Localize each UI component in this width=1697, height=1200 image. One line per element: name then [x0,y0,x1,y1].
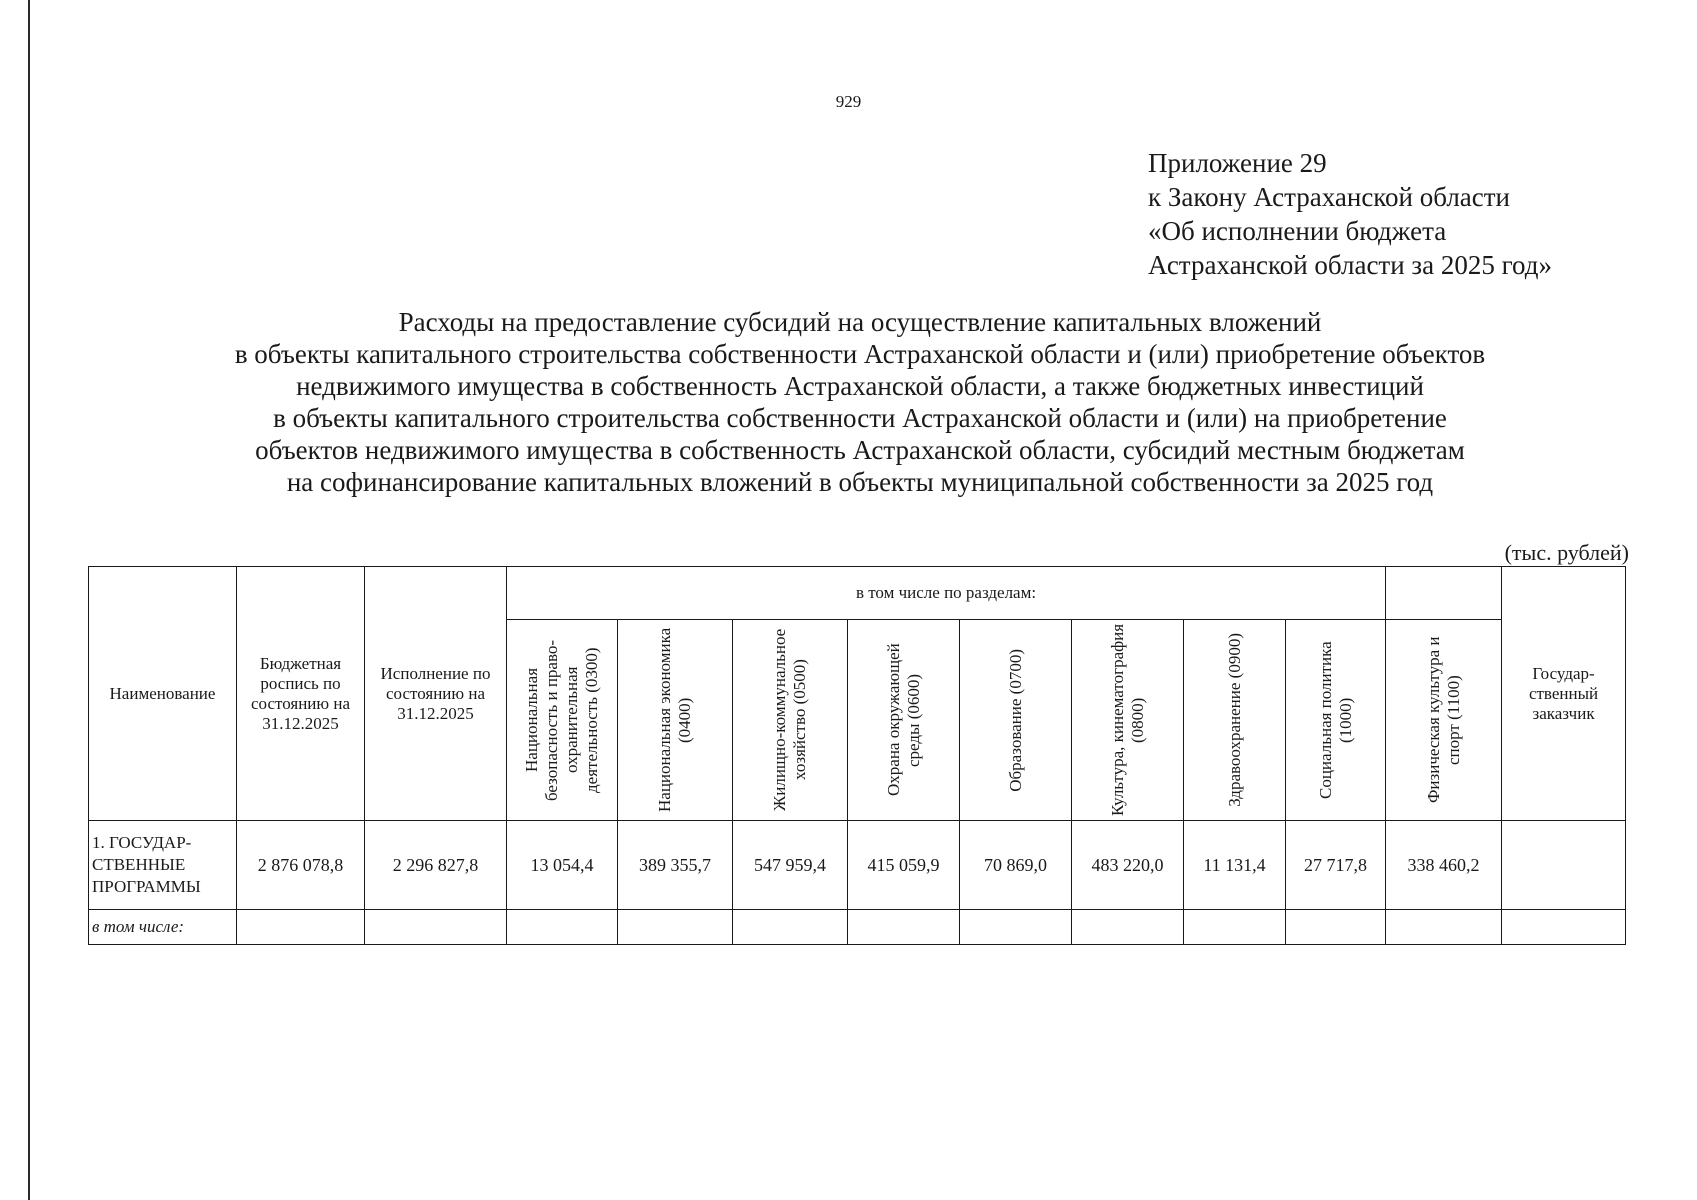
header-section-label: Охрана окружающей среды (0600) [883,643,923,797]
header-budget-plan: Бюджетная роспись по состоянию на 31.12.2025 [237,567,365,821]
header-section-1100 [1386,620,1502,821]
header-section-0700 [960,620,1072,821]
header-execution: Исполнение по состоянию на 31.12.2025 [365,567,507,821]
row-s0800: 483 220,0 [1072,821,1184,910]
header-section-label: Культура, кинематография (0800) [1107,623,1147,817]
row-name: 1. ГОСУДАР-СТВЕННЫЕ ПРОГРАММЫ [89,821,237,910]
empty-cell [1184,910,1286,945]
row-execution: 2 296 827,8 [365,821,507,910]
empty-cell [237,910,365,945]
row-s0500: 547 959,4 [733,821,848,910]
row-s0400: 389 355,7 [618,821,733,910]
empty-cell [1386,910,1502,945]
header-section-0600 [848,620,960,821]
row-s0600: 415 059,9 [848,821,960,910]
appendix-line: «Об исполнении бюджета [1148,216,1447,246]
header-customer: Государ-ственный заказчик [1502,567,1626,821]
budget-table [88,566,1626,945]
appendix-block [1148,146,1552,282]
header-section-label: Физическая культура и спорт (1100) [1423,636,1463,804]
header-name: Наименование [89,567,237,821]
empty-cell [848,910,960,945]
empty-cell [618,910,733,945]
page-number: 929 [835,92,862,111]
table-row [89,821,1626,910]
document-title [140,306,1580,498]
empty-cell [1286,910,1386,945]
title-line: объектов недвижимого имущества в собственность Астраханской области, субсидий местным бюджетам [255,435,1465,465]
header-section-0300 [507,620,618,821]
empty-cell [960,910,1072,945]
row-budget-plan: 2 876 078,8 [237,821,365,910]
header-section-0400 [618,620,733,821]
title-line: в объекты капитального строительства собственности Астраханской области и (или) на приобретение [273,403,1447,433]
empty-cell [365,910,507,945]
row-customer [1502,821,1626,910]
header-section-label: Жилищно-коммунальное хозяйство (0500) [770,628,809,812]
header-group-empty [1386,567,1502,620]
appendix-line: Приложение 29 [1148,148,1327,178]
empty-cell [1072,910,1184,945]
header-section-label: Социальная политика (1000) [1315,641,1355,799]
row-s0300: 13 054,4 [507,821,618,910]
empty-cell [1502,910,1626,945]
row-name: в том числе: [89,910,237,945]
header-section-label: Национальная экономика (0400) [655,627,694,813]
title-line: в объекты капитального строительства собственности Астраханской области и (или) приобретение объектов [234,339,1486,369]
row-s1100: 338 460,2 [1386,821,1502,910]
header-section-label: Национальная безопасность и право-охранительная деятельность (0300) [522,639,601,801]
title-line: недвижимого имущества в собственность Астраханской области, а также бюджетных инвестиций [296,371,1424,401]
header-section-0900 [1184,620,1286,821]
header-sections-group: в том числе по разделам: [507,567,1386,620]
header-section-0800 [1072,620,1184,821]
title-line: на софинансирование капитальных вложений в объекты муниципальной собственности за 2025 год [286,467,1434,497]
header-section-label: Здравоохранение (0900) [1224,633,1244,807]
header-section-0500 [733,620,848,821]
table-row [89,910,1626,945]
appendix-line: Астраханской области за 2025 год» [1148,250,1552,280]
row-s0700: 70 869,0 [960,821,1072,910]
row-s0900: 11 131,4 [1184,821,1286,910]
appendix-line: к Закону Астраханской области [1148,182,1511,212]
units-label: (тыс. рублей) [1504,540,1629,565]
header-section-1000 [1286,620,1386,821]
empty-cell [507,910,618,945]
empty-cell [733,910,848,945]
table-header-row [89,567,1626,620]
row-s1000: 27 717,8 [1286,821,1386,910]
header-section-label: Образование (0700) [1005,648,1025,792]
scan-edge-line [28,0,30,1200]
title-line: Расходы на предоставление субсидий на осуществление капитальных вложений [398,307,1322,337]
